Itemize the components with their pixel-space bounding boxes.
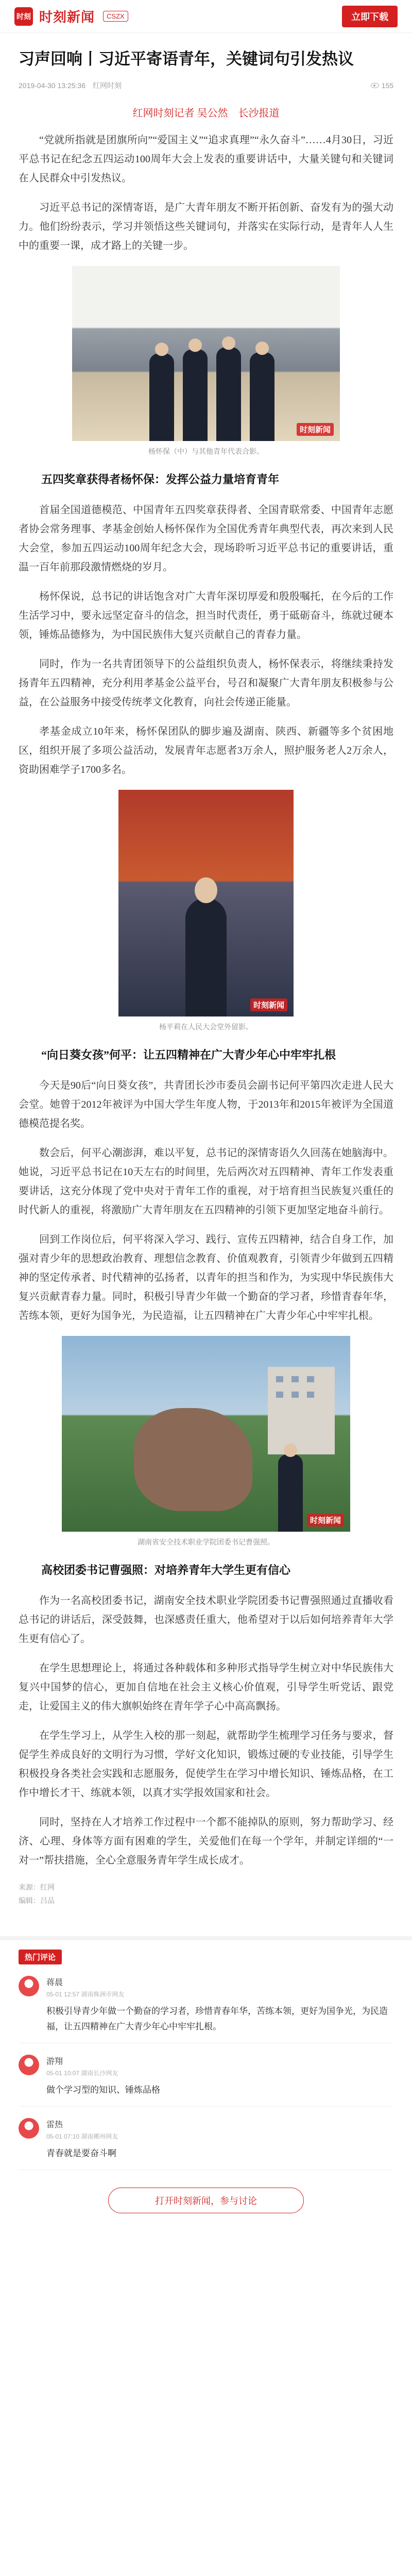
window [276,1376,283,1382]
paragraph: 在学生学习上，从学生入校的那一刻起，就帮助学生梳理学习任务与要求，督促学生养成良好的文明行为习惯，学好文化知识，锻炼过硬的专业技能，引导学生积极投身各类社会实践和志愿服务，促使学生在学习中增长知识、锤炼品格，在工作中增长才干、练就本领，以真才实学报效国家和社会。 [19,1730,393,1799]
paragraph: 回到工作岗位后，何平将深入学习、践行、宣传五四精神，结合自身工作，加强对青少年的思想政治教育、理想信念教育、价值观教育，引领青少年做到五四精神的坚定传承者、时代精神的弘扬者，以青年的担当和作为，为实现中华民族伟大复兴贡献青春力量。同时，积极引导青少年做一个勤奋的学习者，珍惜青春年华，苦练本领，更好为国争光，为民造福，让五四精神在广大青少年心中牢牢扎根。 [19,1234,393,1321]
campus-photo[interactable] [62,1336,350,1532]
window [291,1376,299,1382]
person-head [195,877,217,903]
brand-watermark: 时刻新闻 [307,1514,344,1527]
person-figure [278,1454,303,1532]
footer-source: 来源：红网 [19,1883,55,1891]
paragraph: 习近平总书记的深情寄语，是广大青年朋友不断开拓创新、奋发有为的强大动力。他们纷纷表示，学习并领悟这些关键词句，并落实在实际行动，是青年人人生中的重要一课，成才路上的关键一步。 [19,202,393,251]
source-label: 红网时刻 [93,81,122,90]
open-app-discuss-button[interactable]: 打开时刻新闻，参与讨论 [108,2188,304,2213]
brand-name: 时刻新闻 [39,9,95,25]
avatar[interactable] [19,1976,39,1996]
paragraph: 杨怀保说，总书记的讲话饱含对广大青年深切厚爱和殷殷嘱托，在今后的工作生活学习中，要永远坚定奋斗的信念，担当时代责任，勇于砥砺奋斗，练就过硬本领，锤炼品德修为，为中国民族伟大复兴贡献自己的青春力量。 [19,591,393,640]
paragraph: 数会后，何平心潮澎湃，难以平复，总书记的深情寄语久久回荡在她脑海中。她说，习近平总书记在10天左右的时间里，先后两次对五四精神、青年工作发表重要讲话，这充分体现了党中央对于青年工作的重视，对于培育担当民族复兴重任的时代新人的重视，将激励广大青年朋友在五四精神的引领下更加坚定地奋斗前行。 [19,1147,393,1216]
figure-caption: 湖南省安全技术职业学院团委书记曹强照。 [138,1538,274,1546]
footer-editor: 编辑：吕品 [19,1896,55,1905]
partner-logo: CSZX [103,11,128,22]
person-head [155,343,168,356]
paragraph: 作为一名高校团委书记，湖南安全技术职业学院团委书记曹强照通过直播收看总书记的讲话后，深受鼓舞，也深感责任重大，他希望对于以后如何培养青年大学生更有信心了。 [19,1595,393,1645]
paragraph: 孝基金成立10年来，杨怀保团队的脚步遍及湖南、陕西、新疆等多个贫困地区，组织开展了多项公益活动，发展青年志愿者3万余人，照护服务老人2万余人，资助困难学子1700多名。 [19,726,393,775]
person-figure [149,353,174,441]
comment-time: 05-01 12:57 湖南株洲市网友 [46,1991,125,1998]
comment-time: 05-01 10:07 湖南长沙网友 [46,2070,118,2077]
download-app-button[interactable]: 立即下载 [342,6,398,27]
paragraph: 今天是90后“向日葵女孩”，共青团长沙市委员会副书记何平第四次走进人民大会堂。她曾于2012年被评为中国大学生年度人物，于2013年和2015年被评为全国道德模范提名奖。 [19,1080,393,1129]
top-bar [0,0,412,33]
figure-3 [19,1336,393,1547]
paragraph: 同时，作为一名共青团领导下的公益组织负责人，杨怀保表示，将继续秉持发扬青年五四精神，充分利用孝基金公益平台，号召和凝聚广大青年朋友积极参与公益，在公益服务中接受传统孝文化教育，向社会传递正能量。 [19,658,393,708]
avatar[interactable] [19,2055,39,2075]
person-head [222,336,235,350]
brand-watermark: 时刻新闻 [250,998,287,1011]
comment-author[interactable]: 雷热 [46,2121,63,2129]
window [307,1392,314,1398]
person-figure [250,352,274,441]
hot-comments-tag: 热门评论 [19,1950,62,1964]
paragraph: 首届全国道德模范、中国青年五四奖章获得者、全国青联常委、中国青年志愿者协会常务理事、孝基金创始人杨怀保作为全国优秀青年典型代表，再次来到人民大会堂，参加五四运动100周年纪念大会，现场聆听习近平总书记的重要讲话，重温一百年前那段激情燃烧的岁月。 [19,504,393,573]
section-heading: “向日葵女孩”何平：让五四精神在广大青少年心中牢牢扎根 [41,1048,336,1061]
figure-1 [19,266,393,456]
avatar[interactable] [19,2118,39,2139]
view-count [371,81,393,90]
byline: 红网时刻记者 吴公然 长沙报道 [132,108,280,119]
person-head [284,1444,297,1457]
person-figure [185,898,227,1016]
window [307,1376,314,1382]
comment-body [46,2118,393,2161]
person-head [255,342,269,355]
comment-time: 05-01 07:10 湖南郴州网友 [46,2133,118,2140]
hot-comments-section [0,1936,412,2213]
article [0,33,412,1918]
figure-caption: 杨平莉在人民大会堂外留影。 [159,1023,253,1031]
figure-2 [19,790,393,1032]
comment-body [46,2055,393,2098]
paragraph: “党就所指就是团旗所向”“爱国主义”“追求真理”“永久奋斗”……4月30日，习近平总书记在纪念五四运动100周年大会上发表的重要讲话中，大量关键句和关键词在人民群众中引发热议。 [19,134,393,184]
comment-text: 积极引导青少年做一个勤奋的学习者，珍惜青春年华，苦练本领，更好为国争光，为民造福，让五四精神在广大青少年心中牢牢扎根。 [46,2006,388,2031]
comment-text: 做个学习型的知识、锤炼品格 [46,2085,160,2095]
section-heading: 高校团委书记曹强照：对培养青年大学生更有信心 [41,1564,291,1577]
group-photo[interactable] [72,266,340,441]
comment-text: 青春就是要奋斗啊 [46,2148,116,2158]
article-footer [19,1880,393,1907]
window [291,1392,299,1398]
person-head [188,338,202,352]
comment-item[interactable] [19,1964,393,2043]
section-heading: 五四奖章获得者杨怀保：发挥公益力量培育青年 [41,473,280,486]
person-figure [183,349,208,441]
figure-caption: 杨怀保（中）与其他青年代表合影。 [148,447,264,455]
eye-icon [371,83,379,88]
comment-body [46,1976,393,2035]
paragraph: 同时，坚持在人才培养工作过程中一个都不能掉队的原则，努力帮助学习、经济、心理、身体等方面有困难的学生，关爱他们在每一个学年，并制定详细的“一对一”帮扶措施，全心全意服务青年学生成长成才。 [19,1817,393,1866]
app-logo[interactable]: 时刻 [14,7,33,26]
publish-date: 2019-04-30 13:25:36 [19,81,85,90]
brand-watermark: 时刻新闻 [297,423,334,436]
article-title: 习声回响丨习近平寄语青年，关键词句引发热议 [19,50,354,68]
article-meta [19,80,393,91]
comment-author[interactable]: 蒋晨 [46,1978,63,1987]
view-count-value: 155 [381,81,393,90]
inscribed-stone [134,1408,252,1511]
window [276,1392,283,1398]
comment-author[interactable]: 游翔 [46,2057,63,2066]
portrait-photo[interactable] [118,790,294,1016]
comment-item[interactable] [19,2107,393,2170]
paragraph: 在学生思想理论上，将通过各种载体和多种形式指导学生树立对中华民族伟大复兴中国梦的信心，更加自信地在社会主义核心价值观，引导学生听党话、跟党走，让爱国主义的伟大旗帜始终在青年学子心中高高飘扬。 [19,1663,393,1712]
comment-item[interactable] [19,2043,393,2107]
person-figure [216,347,241,441]
